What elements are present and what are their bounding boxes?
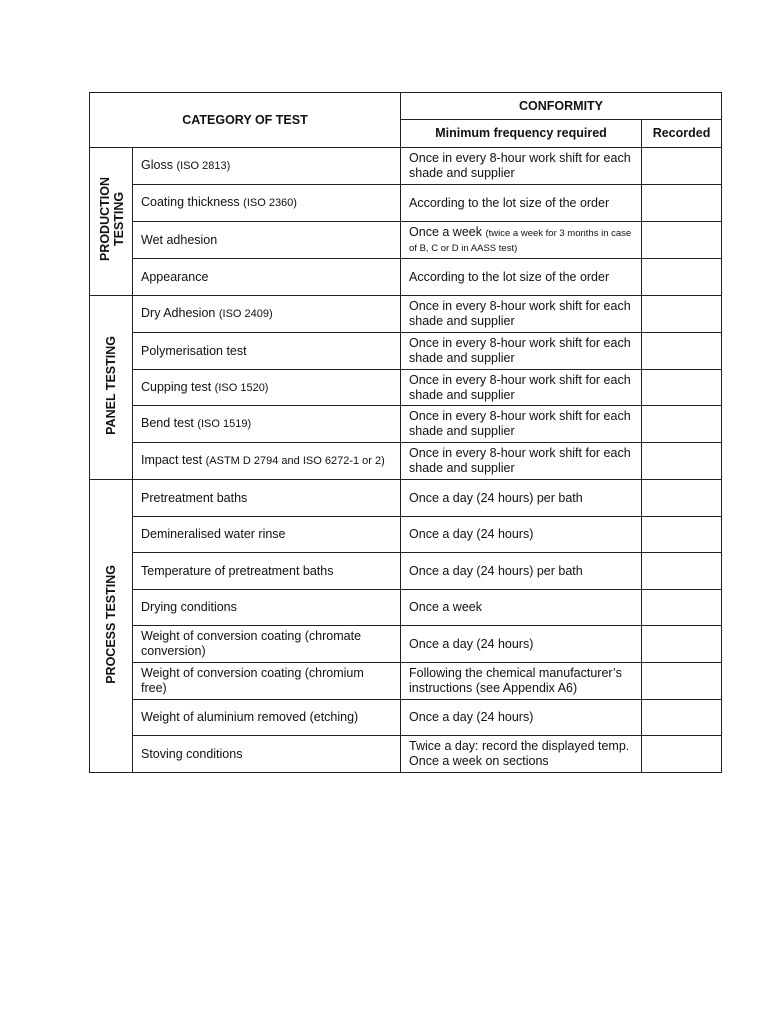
frequency-cell: [401, 480, 642, 517]
test-name: Drying conditions: [141, 600, 237, 614]
table-row: [90, 553, 722, 590]
frequency-text: Once in every 8-hour work shift for each shade and supplier: [409, 409, 631, 438]
test-name: Dry Adhesion: [141, 306, 216, 320]
frequency-cell: [401, 517, 642, 553]
frequency-text: Following the chemical manufacturer’s instructions (see Appendix A6): [409, 666, 622, 695]
recorded-cell: [642, 222, 722, 259]
conformity-header: CONFORMITY: [401, 93, 722, 120]
test-name-cell: [133, 517, 401, 553]
test-standard-ref: (ISO 2409): [218, 308, 273, 320]
test-name: Demineralised water rinse: [141, 527, 286, 541]
test-standard-ref: (ASTM D 2794 and ISO 6272-1 or 2): [205, 455, 385, 467]
table-row: [90, 259, 722, 296]
test-name: Pretreatment baths: [141, 490, 248, 505]
frequency-cell: [401, 370, 642, 406]
table-row: [90, 148, 722, 185]
recorded-cell: [642, 148, 722, 185]
table-row: [90, 480, 722, 517]
test-name-cell: [133, 700, 401, 736]
test-standard-ref: (ISO 1520): [214, 381, 269, 394]
recorded-cell: [642, 736, 722, 773]
recorded-header: Recorded: [642, 120, 722, 148]
recorded-cell: [642, 259, 722, 296]
recorded-cell: [642, 517, 722, 553]
test-name-cell: [133, 626, 401, 663]
test-name-cell: [133, 296, 401, 333]
section-label-cell: [90, 296, 133, 480]
frequency-cell: [401, 736, 642, 773]
conformity-table: [89, 92, 722, 773]
test-name: Polymerisation test: [141, 343, 247, 358]
test-name: Temperature of pretreatment baths: [141, 563, 334, 578]
table-row: [90, 296, 722, 333]
section-label: PANEL TESTING: [104, 336, 118, 435]
test-name-cell: [133, 480, 401, 517]
test-name: Weight of conversion coating (chromate conversion): [141, 629, 362, 658]
test-name-cell: [133, 333, 401, 370]
test-name: Cupping test: [141, 379, 212, 394]
frequency-cell: [401, 222, 642, 259]
test-name: Stoving conditions: [141, 746, 243, 761]
test-name: Impact test: [141, 453, 203, 467]
table-row: [90, 443, 722, 480]
test-name: Coating thickness: [141, 195, 240, 209]
test-name: Appearance: [141, 269, 209, 284]
recorded-cell: [642, 553, 722, 590]
recorded-cell: [642, 443, 722, 480]
table-row: [90, 663, 722, 700]
frequency-text: Once in every 8-hour work shift for each shade and supplier: [409, 446, 631, 475]
frequency-cell: [401, 333, 642, 370]
table-row: [90, 590, 722, 626]
frequency-text: Once a day (24 hours): [409, 636, 534, 651]
test-name-cell: [133, 590, 401, 626]
frequency-cell: [401, 700, 642, 736]
frequency-text: Once in every 8-hour work shift for each shade and supplier: [409, 372, 631, 402]
header-row-1: [90, 93, 722, 120]
frequency-text: Once in every 8-hour work shift for each shade and supplier: [409, 299, 631, 328]
table-row: [90, 406, 722, 443]
frequency-text: Once a week: [409, 225, 482, 239]
table-row: [90, 700, 722, 736]
frequency-text: Once a day (24 hours) per bath: [409, 490, 583, 505]
test-name-cell: [133, 222, 401, 259]
section-label: PRODUCTION TESTING: [98, 177, 126, 262]
recorded-cell: [642, 700, 722, 736]
test-name-cell: [133, 736, 401, 773]
frequency-text: Once a day (24 hours): [409, 710, 534, 724]
test-name-cell: [133, 406, 401, 443]
recorded-cell: [642, 663, 722, 700]
frequency-text: Once in every 8-hour work shift for each shade and supplier: [409, 151, 631, 180]
recorded-cell: [642, 626, 722, 663]
test-name: Weight of aluminium removed (etching): [141, 710, 359, 724]
table-row: [90, 517, 722, 553]
test-name: Wet adhesion: [141, 232, 218, 247]
frequency-cell: [401, 185, 642, 222]
recorded-cell: [642, 333, 722, 370]
frequency-text: According to the lot size of the order: [409, 269, 610, 284]
test-name: Gloss: [141, 158, 173, 172]
frequency-text: According to the lot size of the order: [409, 195, 610, 210]
table-row: [90, 185, 722, 222]
table-row: [90, 222, 722, 259]
frequency-note: (twice a week for 3 months in case of B, C or D in AASS test): [409, 228, 632, 254]
frequency-cell: [401, 148, 642, 185]
frequency-text: Once a week: [409, 600, 482, 614]
table-row: [90, 333, 722, 370]
test-name-cell: [133, 185, 401, 222]
test-name-cell: [133, 370, 401, 406]
frequency-cell: [401, 663, 642, 700]
test-name-cell: [133, 443, 401, 480]
section-label: PROCESS TESTING: [104, 564, 118, 684]
table-row: [90, 370, 722, 406]
frequency-cell: [401, 406, 642, 443]
section-label-cell: [90, 480, 133, 773]
frequency-cell: [401, 626, 642, 663]
test-standard-ref: (ISO 2360): [243, 197, 297, 209]
frequency-cell: [401, 259, 642, 296]
recorded-cell: [642, 370, 722, 406]
test-standard-ref: (ISO 1519): [197, 418, 252, 430]
test-name-cell: [133, 259, 401, 296]
test-name: Weight of conversion coating (chromium free): [141, 666, 364, 695]
recorded-cell: [642, 296, 722, 333]
recorded-cell: [642, 406, 722, 443]
test-name-cell: [133, 553, 401, 590]
frequency-cell: [401, 443, 642, 480]
section-label-cell: [90, 148, 133, 296]
min-frequency-header: Minimum frequency required: [401, 120, 642, 148]
recorded-cell: [642, 480, 722, 517]
recorded-cell: [642, 590, 722, 626]
table-row: [90, 736, 722, 773]
frequency-cell: [401, 553, 642, 590]
frequency-text: Once in every 8-hour work shift for each shade and supplier: [409, 336, 631, 365]
frequency-text: Once a day (24 hours) per bath: [409, 563, 583, 578]
test-name: Bend test: [141, 416, 194, 430]
category-header: CATEGORY OF TEST: [90, 93, 401, 148]
frequency-text: Once a day (24 hours): [409, 527, 534, 541]
frequency-cell: [401, 590, 642, 626]
table-row: [90, 626, 722, 663]
test-standard-ref: (ISO 2813): [176, 160, 231, 172]
test-name-cell: [133, 663, 401, 700]
recorded-cell: [642, 185, 722, 222]
test-name-cell: [133, 148, 401, 185]
frequency-cell: [401, 296, 642, 333]
frequency-text: Twice a day: record the displayed temp. Once a week on sections: [409, 739, 630, 768]
